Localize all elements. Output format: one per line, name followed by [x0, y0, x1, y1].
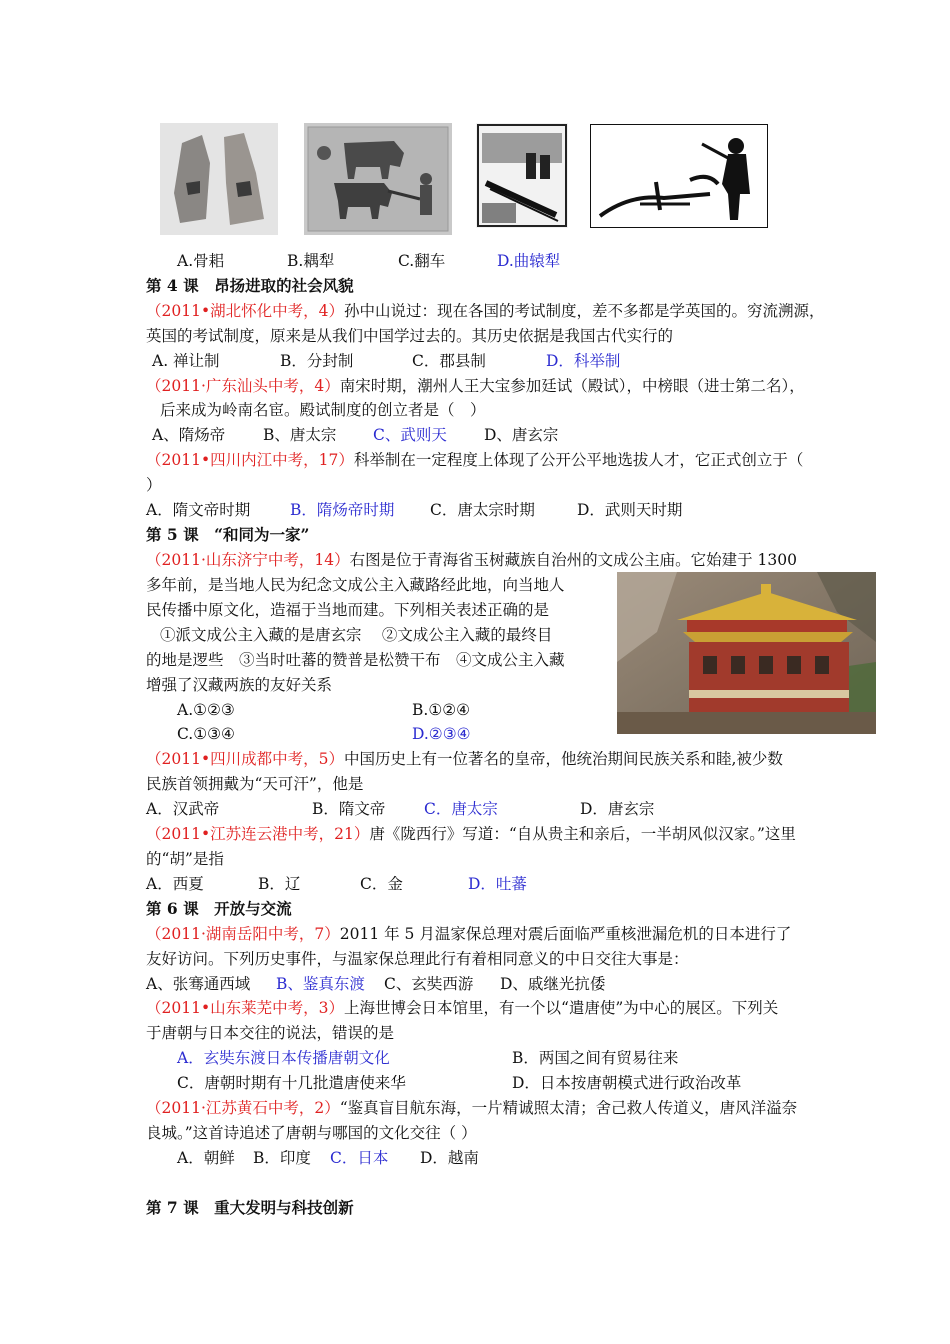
- l6-q2-line2: 于唐朝与日本交往的说法，错误的是: [146, 1024, 395, 1042]
- l5-q1-text1: 右图是位于青海省玉树藏族自治州的文成公主庙。它始建于 1300: [349, 551, 797, 569]
- l6-q3-option-c: C．日本: [330, 1149, 389, 1167]
- l5-q1-option-b: B.①②④: [412, 701, 471, 719]
- l4-q3-option-b: B．隋炀帝时期: [290, 501, 395, 519]
- l4-q3-option-d: D．武则天时期: [577, 501, 683, 519]
- l5-q2-line1: [146, 749, 783, 769]
- l6-q1-option-d: D、戚继光抗倭: [500, 975, 606, 993]
- wencheng-temple-photo: [617, 572, 876, 734]
- l4-q3-option-c: C．唐太宗时期: [430, 501, 535, 519]
- l5-q2-option-d: D．唐玄宗: [580, 800, 655, 818]
- l6-q2-option-b: B．两国之间有贸易往来: [512, 1049, 679, 1067]
- ox-plough-relief-image: [304, 123, 452, 235]
- l4-q2-option-d: D、唐玄宗: [484, 426, 559, 444]
- bone-spade-image: [160, 123, 278, 235]
- l4-q2-text1: 南宋时期，潮州人王大宝参加廷试（殿试），中榜眼（进士第二名），: [339, 377, 805, 395]
- l6-q3-line2: 良城。”这首诗追述了唐朝与哪国的文化交往（ ）: [146, 1124, 477, 1142]
- l4-q3-source: （2011•四川内江中考，17）: [146, 451, 354, 469]
- lesson-5-title: 第 5 课 “和同为一家”: [146, 525, 310, 544]
- l6-q3-text1: “鉴真盲目航东海，一片精诚照太清；舍己救人传道义，唐风洋溢奈: [339, 1099, 798, 1117]
- l6-q2-text1: 上海世博会日本馆里，有一个以“遣唐使”为中心的展区。下列关: [343, 999, 779, 1017]
- l6-q1-source: （2011·湖南岳阳中考，7）: [146, 925, 340, 943]
- l4-q3-line2: ）: [146, 476, 162, 494]
- l5-q2-text1: 中国历史上有一位著名的皇帝，他统治期间民族关系和睦,被少数: [343, 750, 783, 768]
- l5-q1-line4: ①派文成公主入藏的是唐玄宗 ②文成公主入藏的最终目: [160, 626, 553, 644]
- l4-q2-option-b: B、唐太宗: [263, 426, 337, 444]
- l4-q2-line2: 后来成为岭南名宦。殿试制度的创立者是（ ）: [160, 401, 486, 419]
- l6-q2-line1: [146, 998, 778, 1018]
- lesson-4-title: 第 4 课 昂扬进取的社会风貌: [146, 276, 354, 295]
- curved-plough-drawing-image: [590, 124, 768, 228]
- l4-q1-line1: [146, 301, 824, 321]
- l5-q3-option-a: A．西夏: [146, 875, 204, 893]
- l6-q1-text1: 2011 年 5 月温家保总理对震后面临严重核泄漏危机的日本进行了: [339, 925, 792, 943]
- lesson-6-title: 第 6 课 开放与交流: [146, 899, 292, 918]
- l4-q1-option-b: B．分封制: [280, 352, 354, 370]
- l6-q3-option-d: D．越南: [420, 1149, 479, 1167]
- top-option-b: B.耦犁: [287, 252, 335, 270]
- l5-q3-text1: 唐《陇西行》写道：“自从贵主和亲后，一半胡风似汉家。”这里: [369, 825, 796, 843]
- l6-q3-line1: [146, 1098, 797, 1118]
- l5-q3-option-c: C．金: [360, 875, 403, 893]
- top-option-c: C.翻车: [398, 252, 446, 270]
- l4-q2-option-c: C、武则天: [373, 426, 447, 444]
- lesson-7-title: 第 7 课 重大发明与科技创新: [146, 1198, 354, 1217]
- l4-q1-option-a: A. 禅让制: [152, 352, 220, 370]
- l5-q2-line2: 民族首领拥戴为“天可汗”，他是: [146, 775, 364, 793]
- l6-q1-line1: [146, 924, 791, 944]
- l6-q1-option-a: A、张骞通西域: [146, 975, 251, 993]
- l6-q3-option-a: A．朝鲜: [177, 1149, 235, 1167]
- l5-q3-option-b: B．辽: [258, 875, 301, 893]
- l6-q3-source: （2011·江苏黄石中考，2）: [146, 1099, 340, 1117]
- l4-q1-option-c: C．郡县制: [412, 352, 486, 370]
- l5-q1-option-a: A.①②③: [177, 701, 235, 719]
- l5-q1-line6: 增强了汉藏两族的友好关系: [146, 676, 333, 694]
- l5-q3-source: （2011•江苏连云港中考，21）: [146, 825, 370, 843]
- l5-q3-option-d: D．吐蕃: [468, 875, 527, 893]
- l5-q1-source: （2011·山东济宁中考，14）: [146, 551, 350, 569]
- l5-q1-line3: 民传播中原文化，造福于当地而建。下列相关表述正确的是: [146, 601, 550, 619]
- l4-q3-text1: 科举制在一定程度上体现了公开公平地选拔人才，它正式创立于（: [353, 451, 804, 469]
- l4-q1-option-d: D．科举制: [546, 352, 621, 370]
- top-option-a: A.骨耜: [177, 252, 225, 270]
- l4-q1-source: （2011•湖北怀化中考，4）: [146, 302, 344, 320]
- l6-q1-line2: 友好访问。下列历史事件，与温家保总理此行有着相同意义的中日交往大事是：: [146, 950, 689, 968]
- l4-q2-line1: [146, 376, 805, 396]
- l4-q3-line1: [146, 450, 803, 470]
- l5-q2-option-c: C．唐太宗: [424, 800, 498, 818]
- l6-q2-source: （2011•山东莱芜中考，3）: [146, 999, 344, 1017]
- l4-q1-text1: 孙中山说过：现在各国的考试制度，差不多都是学英国的。穷流溯源，: [343, 302, 825, 320]
- l6-q2-option-d: D．日本按唐朝模式进行政治改革: [512, 1074, 742, 1092]
- l5-q2-option-b: B．隋文帝: [312, 800, 386, 818]
- l6-q2-option-a: A．玄奘东渡日本传播唐朝文化: [177, 1049, 390, 1067]
- l6-q2-option-c: C．唐朝时期有十几批遣唐使来华: [177, 1074, 406, 1092]
- l4-q3-option-a: A．隋文帝时期: [146, 501, 251, 519]
- top-option-d: D.曲辕犁: [497, 252, 561, 270]
- water-wheel-engraving-image: [476, 123, 568, 228]
- l5-q2-option-a: A．汉武帝: [146, 800, 220, 818]
- l5-q1-line5: 的地是逻些 ③当时吐蕃的赞普是松赞干布 ④文成公主入藏: [146, 651, 565, 669]
- l5-q1-option-d: D.②③④: [412, 725, 471, 743]
- l5-q3-line1: [146, 824, 796, 844]
- l5-q3-line2: 的“胡”是指: [146, 850, 224, 868]
- l4-q2-option-a: A、隋炀帝: [152, 426, 226, 444]
- l5-q2-source: （2011•四川成都中考，5）: [146, 750, 344, 768]
- l5-q1-line1: [146, 550, 797, 570]
- l6-q1-option-b: B、鉴真东渡: [276, 975, 365, 993]
- l5-q1-line2: 多年前，是当地人民为纪念文成公主入藏路经此地，向当地人: [146, 576, 565, 594]
- l6-q3-option-b: B．印度: [253, 1149, 311, 1167]
- l4-q2-source: （2011·广东汕头中考，4）: [146, 377, 340, 395]
- l4-q1-line2: 英国的考试制度，原来是从我们中国学过去的。其历史依据是我国古代实行的: [146, 327, 674, 345]
- l6-q1-option-c: C、玄奘西游: [384, 975, 474, 993]
- l5-q1-option-c: C.①③④: [177, 725, 235, 743]
